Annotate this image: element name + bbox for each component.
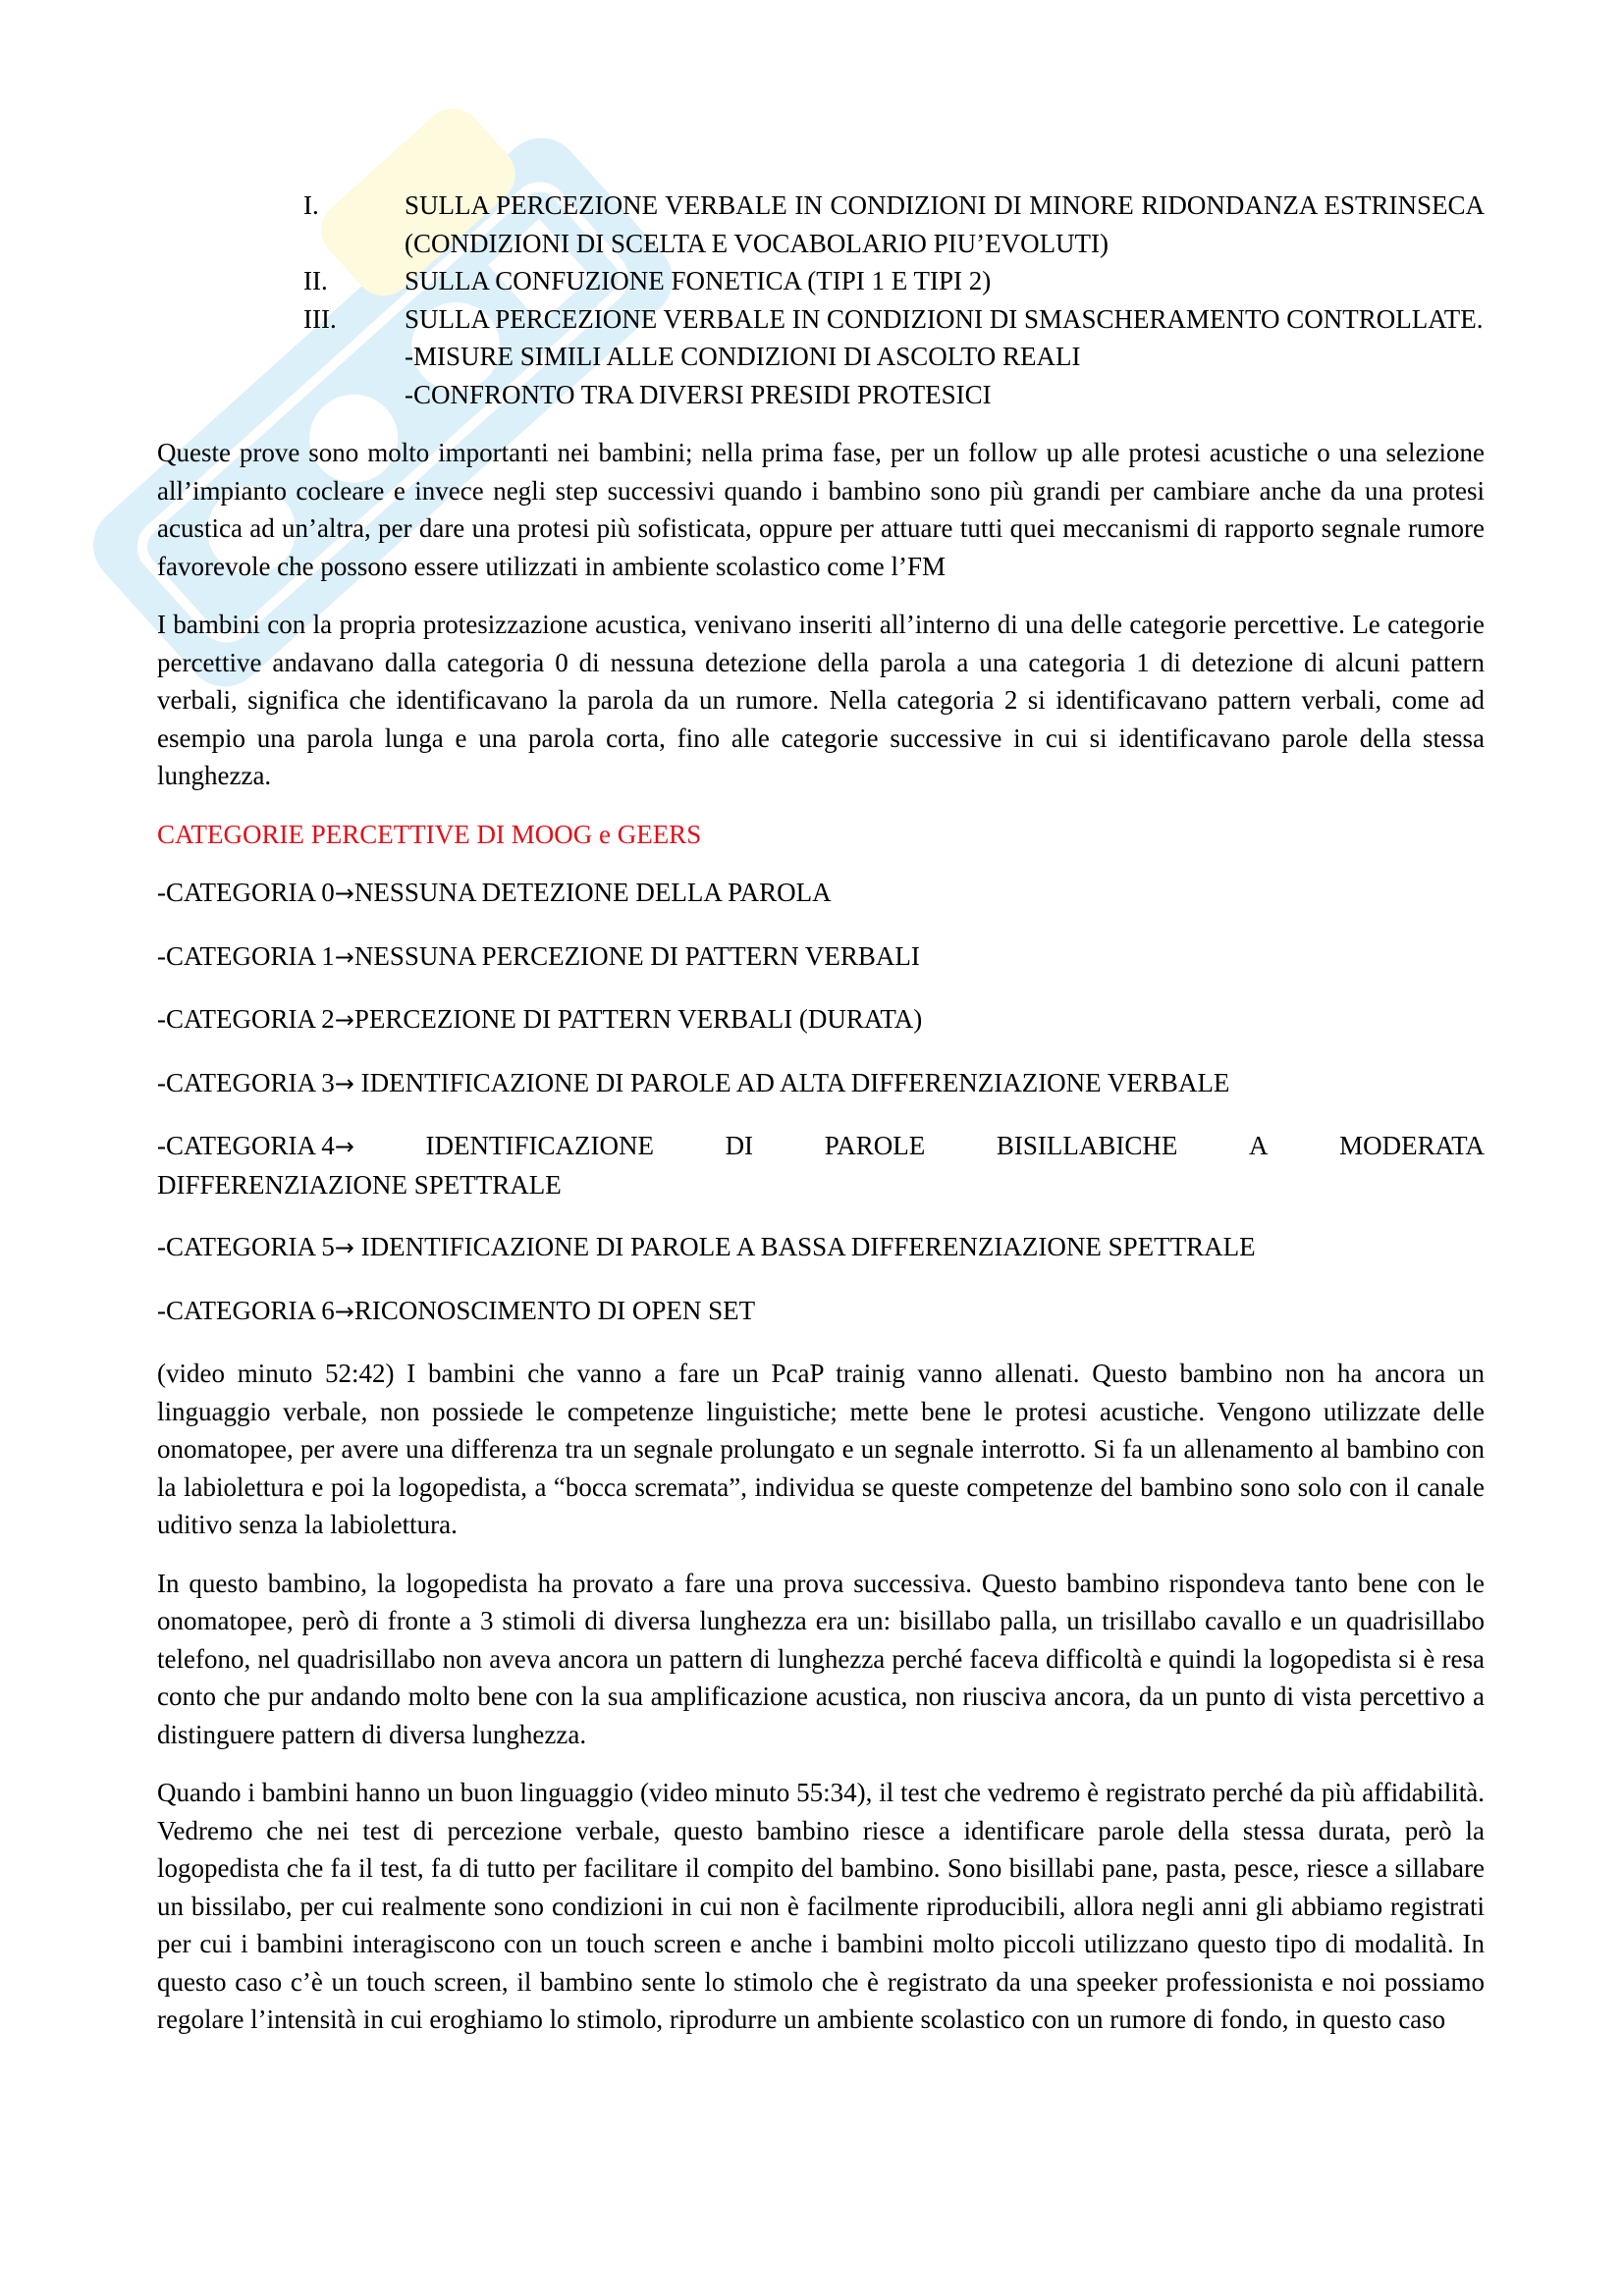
category-text: RICONOSCIMENTO DI OPEN SET bbox=[353, 1295, 756, 1325]
arrow-icon: → bbox=[334, 880, 354, 907]
category-line bbox=[157, 874, 1485, 913]
category-line bbox=[157, 1127, 1485, 1203]
category-text: IDENTIFICAZIONE DI PAROLE A BASSA DIFFERENZIAZIONE SPETTRALE bbox=[353, 1232, 1256, 1261]
sub-item: -MISURE SIMILI ALLE CONDIZIONI DI ASCOLTO REALI bbox=[405, 342, 1081, 371]
list-text: SULLA PERCEZIONE VERBALE IN CONDIZIONI DI SMASCHERAMENTO CONTROLLATE. bbox=[405, 303, 1484, 334]
paragraph: In questo bambino, la logopedista ha provato a fare una prova successiva. Questo bambino rispondeva tanto bene con le onomatopee, però di fronte a 3 stimoli di diversa lunghezza era un: bisillabo palla, un trisillabo cavallo e un quadrisillabo telefono, nel quadrisillabo non aveva ancora un pattern di lunghezza perché faceva difficoltà e quindi la logopedista si è resa conto che pur andando molto bene con la sua amplificazione acustica, non riusciva ancora, da un punto di vista percettivo a distinguere pattern di diversa lunghezza. bbox=[157, 1568, 1485, 1749]
paragraph: Quando i bambini hanno un buon linguaggio (video minuto 55:34), il test che vedremo è registrato perché da più affidabilità. Vedremo che nei test di percezione verbale, questo bambino riesce a identificare parole della stessa durata, però la logopedista che fa il test, fa di tutto per facilitare il compito del bambino. Sono bisillabi pane, pasta, pesce, riesce a sillabare un bissilabo, per cui realmente sono condizioni in cui non è facilmente riproducibili, allora negli anni gli abbiamo registrati per cui i bambini interagiscono con un touch screen e anche i bambini molto piccoli utilizzano questo tipo di modalità. In questo caso c’è un touch screen, il bambino sente lo stimolo che è registrato da una speeker professionista e noi possiamo regolare l’intensità in cui eroghiamo lo stimolo, riprodurre un ambiente scolastico con un rumore di fondo, in questo caso bbox=[157, 1778, 1485, 2034]
category-label: -CATEGORIA 6 bbox=[157, 1295, 335, 1325]
list-number: I. bbox=[303, 190, 319, 220]
category-word: IDENTIFICAZIONE bbox=[425, 1131, 654, 1160]
category-line bbox=[157, 1228, 1485, 1267]
paragraph: Queste prove sono molto importanti nei bambini; nella prima fase, per un follow up alle protesi acustiche o una selezione all’impianto cocleare e invece negli step successivi quando i bambino sono più grandi per cambiare anche da una protesi acustica ad un’altra, per dare una protesi più sofisticata, oppure per attuare tutti quei meccanismi di rapporto segnale rumore favorevole che possono essere utilizzati in ambiente scolastico come l’FM bbox=[157, 438, 1485, 581]
paragraph: I bambini con la propria protesizzazione acustica, venivano inseriti all’interno di una delle categorie percettive. Le categorie percettive andavano dalla categoria 0 di nessuna detezione della parola a una categoria 1 di detezione di alcuni pattern verbali, significa che identificavano la parola da un rumore. Nella categoria 2 si identificavano pattern verbali, come ad esempio una parola lunga e una parola corta, fino alle categorie successive in cui si identificavano parole della stessa lunghezza. bbox=[157, 610, 1485, 790]
list-number: II. bbox=[303, 266, 328, 295]
arrow-icon: → bbox=[334, 1006, 354, 1034]
list-item bbox=[157, 300, 1485, 339]
category-text: NESSUNA PERCEZIONE DI PATTERN VERBALI bbox=[353, 940, 920, 971]
category-text-continued: DIFFERENZIAZIONE SPETTRALE bbox=[157, 1169, 562, 1200]
section-heading: CATEGORIE PERCETTIVE DI MOOG e GEERS bbox=[157, 819, 702, 849]
category-text: PERCEZIONE DI PATTERN VERBALI (DURATA) bbox=[353, 1004, 923, 1034]
category-word: MODERATA bbox=[1339, 1131, 1485, 1160]
list-item bbox=[157, 262, 1485, 300]
list-text: SULLA PERCEZIONE VERBALE IN CONDIZIONI DI MINORE RIDONDANZA ESTRINSECA (CONDIZIONI DI SCELTA E VOCABOLARIO PIU’EVOLUTI) bbox=[405, 190, 1485, 258]
category-label: -CATEGORIA 0 bbox=[157, 878, 335, 907]
list-text: SULLA CONFUZIONE FONETICA (TIPI 1 E TIPI 2) bbox=[405, 266, 992, 295]
list-item bbox=[157, 187, 1485, 262]
category-word: A bbox=[1248, 1131, 1269, 1160]
category-label: -CATEGORIA 4 bbox=[157, 1131, 335, 1160]
arrow-icon: → bbox=[334, 1069, 354, 1097]
arrow-icon: → bbox=[334, 1133, 354, 1160]
category-word: PAROLE bbox=[824, 1131, 926, 1160]
roman-list bbox=[157, 187, 1485, 413]
category-text: NESSUNA DETEZIONE DELLA PAROLA bbox=[353, 878, 832, 907]
category-label: -CATEGORIA 5 bbox=[157, 1232, 335, 1261]
paragraph: (video minuto 52:42) I bambini che vanno a fare un PcaP trainig vanno allenati. Questo bambino non ha ancora un linguaggio verbale, non possiede le competenze linguistiche; mette bene le protesi acustiche. Vengono utilizzate delle onomatopee, per avere una differenza tra un segnale prolungato e un segnale interrotto. Si fa un allenamento al bambino con la labiolettura e poi la logopedista, a “bocca scremata”, individua se queste competenze del bambino sono solo con il canale uditivo senza la labiolettura. bbox=[157, 1359, 1485, 1539]
arrow-icon: → bbox=[334, 1297, 354, 1325]
category-label: -CATEGORIA 2 bbox=[157, 1004, 335, 1034]
category-label: -CATEGORIA 1 bbox=[157, 940, 335, 971]
category-line bbox=[157, 937, 1485, 977]
list-number: III. bbox=[303, 303, 337, 334]
arrow-icon: → bbox=[334, 942, 354, 971]
category-line bbox=[157, 1000, 1485, 1040]
category-line bbox=[157, 1064, 1485, 1103]
arrow-icon: → bbox=[334, 1234, 354, 1261]
sub-item: -CONFRONTO TRA DIVERSI PRESIDI PROTESICI bbox=[405, 379, 992, 409]
document-page bbox=[157, 187, 1485, 2059]
category-line bbox=[157, 1292, 1485, 1331]
category-text: IDENTIFICAZIONE DI PAROLE AD ALTA DIFFERENZIAZIONE VERBALE bbox=[353, 1067, 1230, 1097]
category-word: DI bbox=[725, 1131, 754, 1160]
category-label: -CATEGORIA 3 bbox=[157, 1067, 335, 1097]
category-word: BISILLABICHE bbox=[996, 1131, 1178, 1160]
